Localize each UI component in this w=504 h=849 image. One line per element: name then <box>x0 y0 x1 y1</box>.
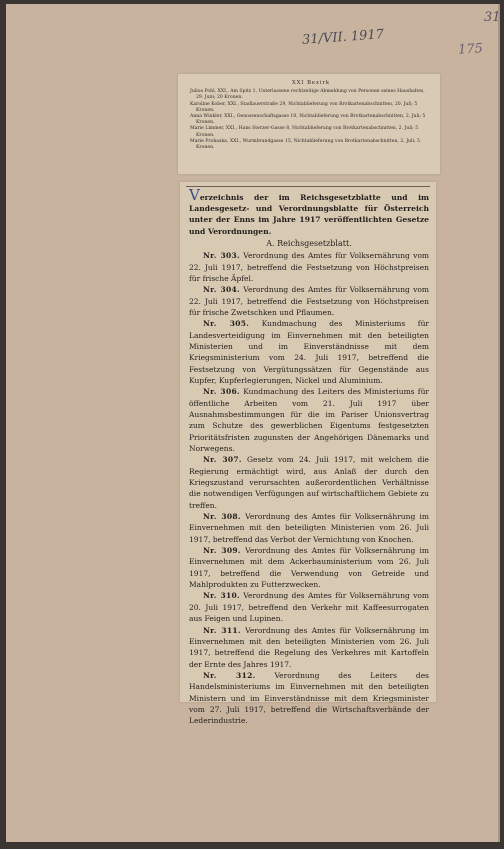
handwritten-number: 175 <box>457 41 484 58</box>
law-item <box>189 625 429 670</box>
clipping-district-penalties <box>178 74 440 174</box>
law-text: Verordnung des Amtes für Volksernährung im Einvernehmen mit dem Ackerbauministerium vom 26. Juli 1917, betreffend die Verwendung von Getreide und Mahlprodukten zu Futterzwecken. <box>189 546 430 590</box>
law-text: Verordnung des Amtes für Volksernährung vom 22. Juli 1917, betreffend die Festsetzung von Höchstpreisen für frische Zwetschken und Pflaumen. <box>189 285 430 317</box>
law-number: Nr. 304. <box>203 285 240 295</box>
law-item <box>189 386 429 454</box>
law-item <box>189 318 429 386</box>
law-text: Verordnung des Amtes für Volksernährung im Einvernehmen mit den beteiligten Ministerien vom 26. Juli 1917, betreffend die Regelung des Verkehres mit Kartoffeln der Ernte des Jahres 1917. <box>189 625 430 669</box>
clipping-entry: Marie Limmer, XXI., Hans Sterzer-Gasse 8, Nichtablieferung von Brotkartenabschnitten, 2. Juli; 5 Kronen. <box>190 126 419 138</box>
law-number: Nr. 310. <box>203 591 240 601</box>
law-text: Gesetz vom 24. Juli 1917, mit welchem die Regierung ermächtigt wird, aus Anlaß der durch den Kriegszustand verursachten außerordentlichen Verhältnisse die notwendigen Verfügungen auf wirtschaftlichem Gebiete zu treffen. <box>189 455 429 510</box>
law-number: Nr. 305. <box>203 319 250 329</box>
law-text: Kundmachung des Ministeriums für Landesverteidigung im Einvernehmen mit den beteiligten Ministerien und im Einverständnisse mit dem Kriegsministerium vom 24. Juli 1917, betreffend die Festsetzung von Vergütungssätzen für Gegenstände aus Kupfer, Kupferlegierungen, Nickel und Aluminium. <box>189 319 429 385</box>
top-rule <box>186 186 430 187</box>
law-number: Nr. 309. <box>203 546 241 556</box>
title-text: erzeichnis der im Reichsgesetzblatte und im Landesgesetz- und Verordnungsblatte für Österreich unter der Enns im Jahre 1917 veröffentlichten Gesetze und Verordnungen. <box>189 193 429 236</box>
law-text: Verordnung des Leiters des Handelsministeriums im Einvernehmen mit den beteiligten Ministern und im Einverständnisse mit dem Kriegsminister vom 27. Juli 1917, betreffend die Wirtschaftsverbände der Lederindustrie. <box>189 670 429 726</box>
law-item <box>189 511 429 545</box>
clipping-entry: Anna Winkler, XXI., Genossenschaftsgasse 10, Nichtablieferung von Brotkartenabschnitten, 2. Juli; 5 Kronen. <box>190 114 426 126</box>
law-item <box>189 284 429 318</box>
law-number: Nr. 306. <box>203 387 240 397</box>
clipping-entry: Karoline Kober, XXI., Stadlauerstraße 29, Nichtablieferung von Brotkartenabschnitten, 20. Juli; 5 Kronen. <box>190 101 418 113</box>
law-number: Nr. 308. <box>203 512 241 522</box>
law-number: Nr. 311. <box>203 625 241 635</box>
article-title <box>189 186 429 237</box>
law-number: Nr. 307. <box>203 455 242 465</box>
clipping-heading: XXI Bezirk <box>292 80 330 86</box>
title-initial: V <box>189 186 200 204</box>
law-number: Nr. 312. <box>203 670 256 680</box>
law-item <box>189 545 429 590</box>
law-text: Verordnung des Amtes für Volksernährung im Einvernehmen mit den beteiligten Ministerien vom 26. Juli 1917, betreffend das Verbot der Vernichtung von Knochen. <box>189 512 430 544</box>
handwritten-date: 31/VII. 1917 <box>301 27 385 48</box>
law-text: Verordnung des Amtes für Volksernährung vom 20. Juli 1917, betreffend den Verkehr mit Kaffeesurrogaten aus Feigen und Lupinen. <box>189 591 430 624</box>
law-text: Verordnung des Amtes für Volksernährung vom 22. Juli 1917, betreffend die Festsetzung von Höchstpreisen für frische Äpfel. <box>189 251 430 283</box>
clipping-law-index <box>180 182 436 726</box>
law-item <box>189 590 429 624</box>
clipping-entry: Marie Prohaska, XXI., Wurmbrandgasse 15, Nichtablieferung von Brotkartenabschnitten, 2. Juli; 5 Kronen. <box>190 138 420 151</box>
law-number: Nr. 303. <box>203 251 240 261</box>
law-item <box>189 250 429 284</box>
handwritten-corner-mark: 31 <box>484 10 501 25</box>
law-text: Kundmachung des Leiters des Ministeriums für öffentliche Arbeiten vom 21. Juli 1917 über Ausnahmsbestimmungen für die im Pariser Unionsvertrag zum Schutze des gewerblichen Eigentums festgesetzten Prioritätsfristen zugunsten der Angehörigen Dänemarks und Norwegens. <box>189 387 429 453</box>
section-heading: A. Reichsgesetzblatt. <box>266 238 352 248</box>
archive-sheet <box>6 4 500 842</box>
law-item <box>189 454 429 511</box>
clipping-entry: Julius Pohl, XXI., Am Spitz 1, Unterlassene rechtzeitige Abmeldung von Personen seines Haushaltes, 29. Juni; 20 Kronen. <box>190 89 425 101</box>
law-item <box>189 670 429 727</box>
